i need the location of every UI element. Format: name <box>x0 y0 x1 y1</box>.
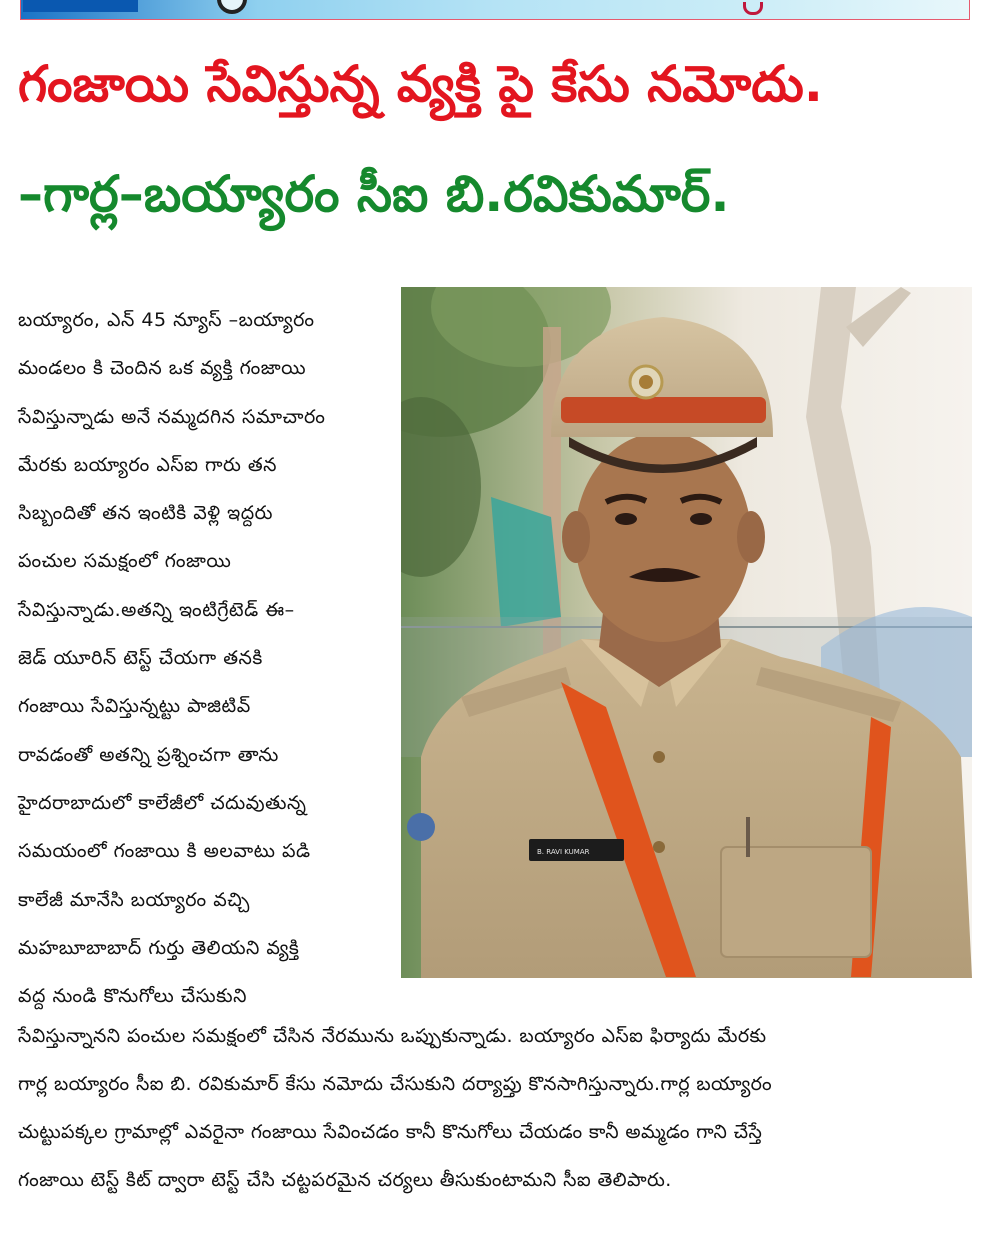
article-line: కాలేజీ మానేసి బయ్యారం వచ్చి <box>18 888 250 911</box>
article-line: గంజాయి సేవిస్తున్నట్టు పాజిటివ్ <box>18 695 251 718</box>
banner-glyph-icon <box>743 2 763 15</box>
article-line: సేవిస్తున్నాడు.అతన్ని ఇంటిగ్రేటెడ్ ఈ– <box>18 598 295 621</box>
article-line: వద్ద నుండి కొనుగోలు చేసుకుని <box>18 985 247 1008</box>
article-line: గంజాయి టెస్ట్ కిట్ ద్వారా టెస్ట్ చేసి చట్టపరమైన చర్యలు తీసుకుంటామని సీఐ తెలిపారు. <box>18 1169 672 1191</box>
article-line: మేరకు బయ్యారం ఎస్ఐ గారు తన <box>18 453 278 476</box>
article-line: బయ్యారం, ఎన్ 45 న్యూస్ –బయ్యారం <box>18 309 315 331</box>
article-line: సేవిస్తున్నానని పంచుల సమక్షంలో చేసిన నేరమును ఒప్పుకున్నాడు. బయ్యారం ఎస్ఐ ఫిర్యాదు మేరకు <box>18 1025 767 1047</box>
name-tag-text: B. RAVI KUMAR <box>537 848 590 856</box>
banner-emblem-icon <box>217 0 247 14</box>
article-column-text <box>18 296 390 1020</box>
headline-secondary: –గార్ల–బయ్యారం సీఐ బి.రవికుమార్. <box>18 165 730 223</box>
article-line: జెడ్ యూరిన్ టెస్ట్ చేయగా తనకి <box>18 647 263 670</box>
officer-photo <box>401 287 972 978</box>
article-line: సేవిస్తున్నాడు అనే నమ్మదగిన సమాచారం <box>18 405 326 428</box>
article-line: పంచుల సమక్షంలో గంజాయి <box>18 550 232 573</box>
headline-primary: గంజాయి సేవిస్తున్న వ్యక్తి పై కేసు నమోదు. <box>18 55 823 113</box>
article-line: చుట్టుపక్కల గ్రామాల్లో ఎవరైనా గంజాయి సేవించడం కానీ కొనుగోలు చేయడం కానీ అమ్మడం గాని చేస్తే <box>18 1121 763 1143</box>
article-line: సిబ్బందితో తన ఇంటికి వెళ్లి ఇద్దరు <box>18 502 273 525</box>
article-line: హైదరాబాదులో కాలేజీలో చదువుతున్న <box>18 791 307 814</box>
article-line: సమయంలో గంజాయి కి అలవాటు పడి <box>18 840 311 863</box>
article-line: గార్ల బయ్యారం సీఐ బి. రవికుమార్ కేసు నమోదు చేసుకుని దర్యాప్తు కొనసాగిస్తున్నారు.గార్ల బయ్యారం <box>18 1073 772 1095</box>
banner-logo <box>23 0 138 12</box>
face <box>575 432 751 642</box>
top-banner-strip <box>20 0 970 20</box>
article-full-width-text <box>18 1012 973 1204</box>
article-line: మహబూబాబాద్ గుర్తు తెలియని వ్యక్తి <box>18 936 300 959</box>
article-line: రావడంతో అతన్ని ప్రశ్నించగా తాను <box>18 743 279 766</box>
article-line: మండలం కి చెందిన ఒక వ్యక్తి గంజాయి <box>18 357 307 380</box>
